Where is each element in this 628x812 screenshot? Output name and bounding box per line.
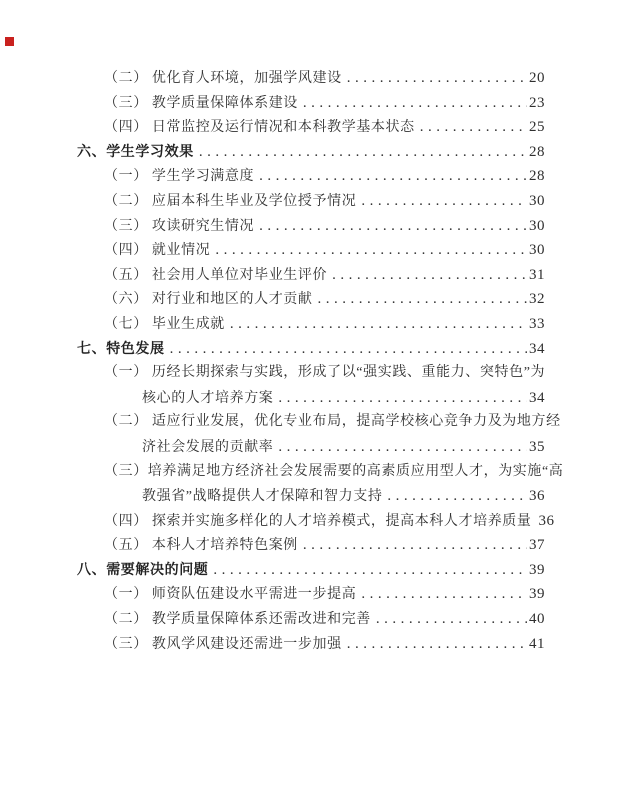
toc-entry-text: （七） 毕业生成就 [104,316,225,332]
page-number: 39 [529,561,545,578]
page-number: 39 [529,586,545,603]
page-number: 25 [529,119,545,136]
toc-entry [0,164,628,189]
toc-entry-text: （三）培养满足地方经济社会发展需要的高素质应用型人才，为实施“高 [104,463,564,479]
dot-leader [420,115,527,140]
page-number: 37 [529,537,545,554]
page-number: 30 [529,192,545,209]
dot-leader [361,582,527,607]
toc-entry [0,533,628,558]
dot-leader [215,238,527,263]
dot-leader [213,558,527,583]
page-number: 23 [529,94,545,111]
toc-entry [0,66,628,91]
toc-entry-text: 六、学生学习效果 [77,144,194,160]
dot-leader [259,214,527,239]
dot-leader [347,66,527,91]
toc-entry [0,582,628,607]
toc-entry-text: （三） 教风学风建设还需进一步加强 [104,636,342,652]
dot-leader [199,140,527,165]
dot-leader [170,337,527,362]
dot-leader [376,607,527,632]
dot-leader [332,263,527,288]
dot-leader [278,386,527,411]
toc-entry-text: （四） 日常监控及运行情况和本科教学基本状态 [104,120,415,136]
toc-entry-text: （三） 教学质量保障体系建设 [104,95,298,111]
toc-list [0,66,628,656]
toc-entry [0,238,628,263]
toc-entry [0,263,628,288]
toc-entry-text: 济社会发展的贡献率 [142,439,274,455]
toc-entry [0,632,628,657]
toc-entry [0,287,628,312]
toc-entry-text: （六） 对行业和地区的人才贡献 [104,292,313,308]
toc-entry [0,312,628,337]
dot-leader [303,91,527,116]
toc-section-entry [0,140,628,165]
toc-entry-text: （五） 本科人才培养特色案例 [104,538,298,554]
toc-entry-text: 八、需要解决的问题 [77,562,209,578]
dot-leader [230,312,527,337]
toc-entry [0,91,628,116]
toc-entry-text: 核心的人才培养方案 [142,390,274,406]
dot-leader [361,189,527,214]
toc-entry [0,509,628,534]
dot-leader [259,164,527,189]
toc-section-entry [0,558,628,583]
red-corner-marker [5,37,14,46]
toc-entry-text: （三） 攻读研究生情况 [104,218,255,234]
toc-entry-text: （一） 师资队伍建设水平需进一步提高 [104,587,357,603]
page-number: 31 [529,266,545,283]
page-number: 35 [529,438,545,455]
toc-entry [0,214,628,239]
toc-entry-text: （二） 应届本科生毕业及学位授予情况 [104,193,357,209]
page-number: 36 [538,512,555,529]
page-number: 28 [529,143,545,160]
page-number: 20 [529,70,545,86]
toc-entry-text: （二） 适应行业发展，优化专业布局，提高学校核心竞争力及为地方经 [104,414,561,430]
page-number: 32 [529,291,545,308]
toc-entry [0,435,628,460]
toc-entry-text: 教强省”战略提供人才保障和智力支持 [142,489,383,505]
dot-leader [318,287,528,312]
page-number: 34 [529,389,545,406]
toc-entry-text: （一） 学生学习满意度 [104,169,255,185]
toc-entry [0,460,628,485]
dot-leader [278,435,527,460]
toc-entry-text: 七、特色发展 [77,341,165,357]
dot-leader [387,484,527,509]
page-number: 36 [529,488,545,505]
toc-entry-text: （五） 社会用人单位对毕业生评价 [104,267,328,283]
toc-entry [0,484,628,509]
page-number: 41 [529,635,545,652]
toc-entry-text: （一） 历经长期探索与实践，形成了以“强实践、重能力、突特色”为 [104,365,546,381]
page-number: 30 [529,217,545,234]
toc-entry [0,410,628,435]
toc-section-entry [0,337,628,362]
page-number: 33 [529,315,545,332]
toc-entry-text: （四） 探索并实施多样化的人才培养模式，提高本科人才培养质量 [104,513,532,529]
toc-entry-text: （二） 优化育人环境，加强学风建设 [104,71,342,86]
toc-entry [0,361,628,386]
page-number: 30 [529,242,545,259]
toc-entry-text: （四） 就业情况 [104,243,211,259]
toc-entry-text: （二） 教学质量保障体系还需改进和完善 [104,612,371,628]
toc-entry [0,189,628,214]
page-number: 40 [529,611,545,628]
dot-leader [303,533,527,558]
toc-entry [0,607,628,632]
page-number: 28 [529,168,545,185]
dot-leader [347,632,527,657]
toc-entry [0,386,628,411]
page-number: 34 [529,340,545,357]
toc-entry [0,115,628,140]
